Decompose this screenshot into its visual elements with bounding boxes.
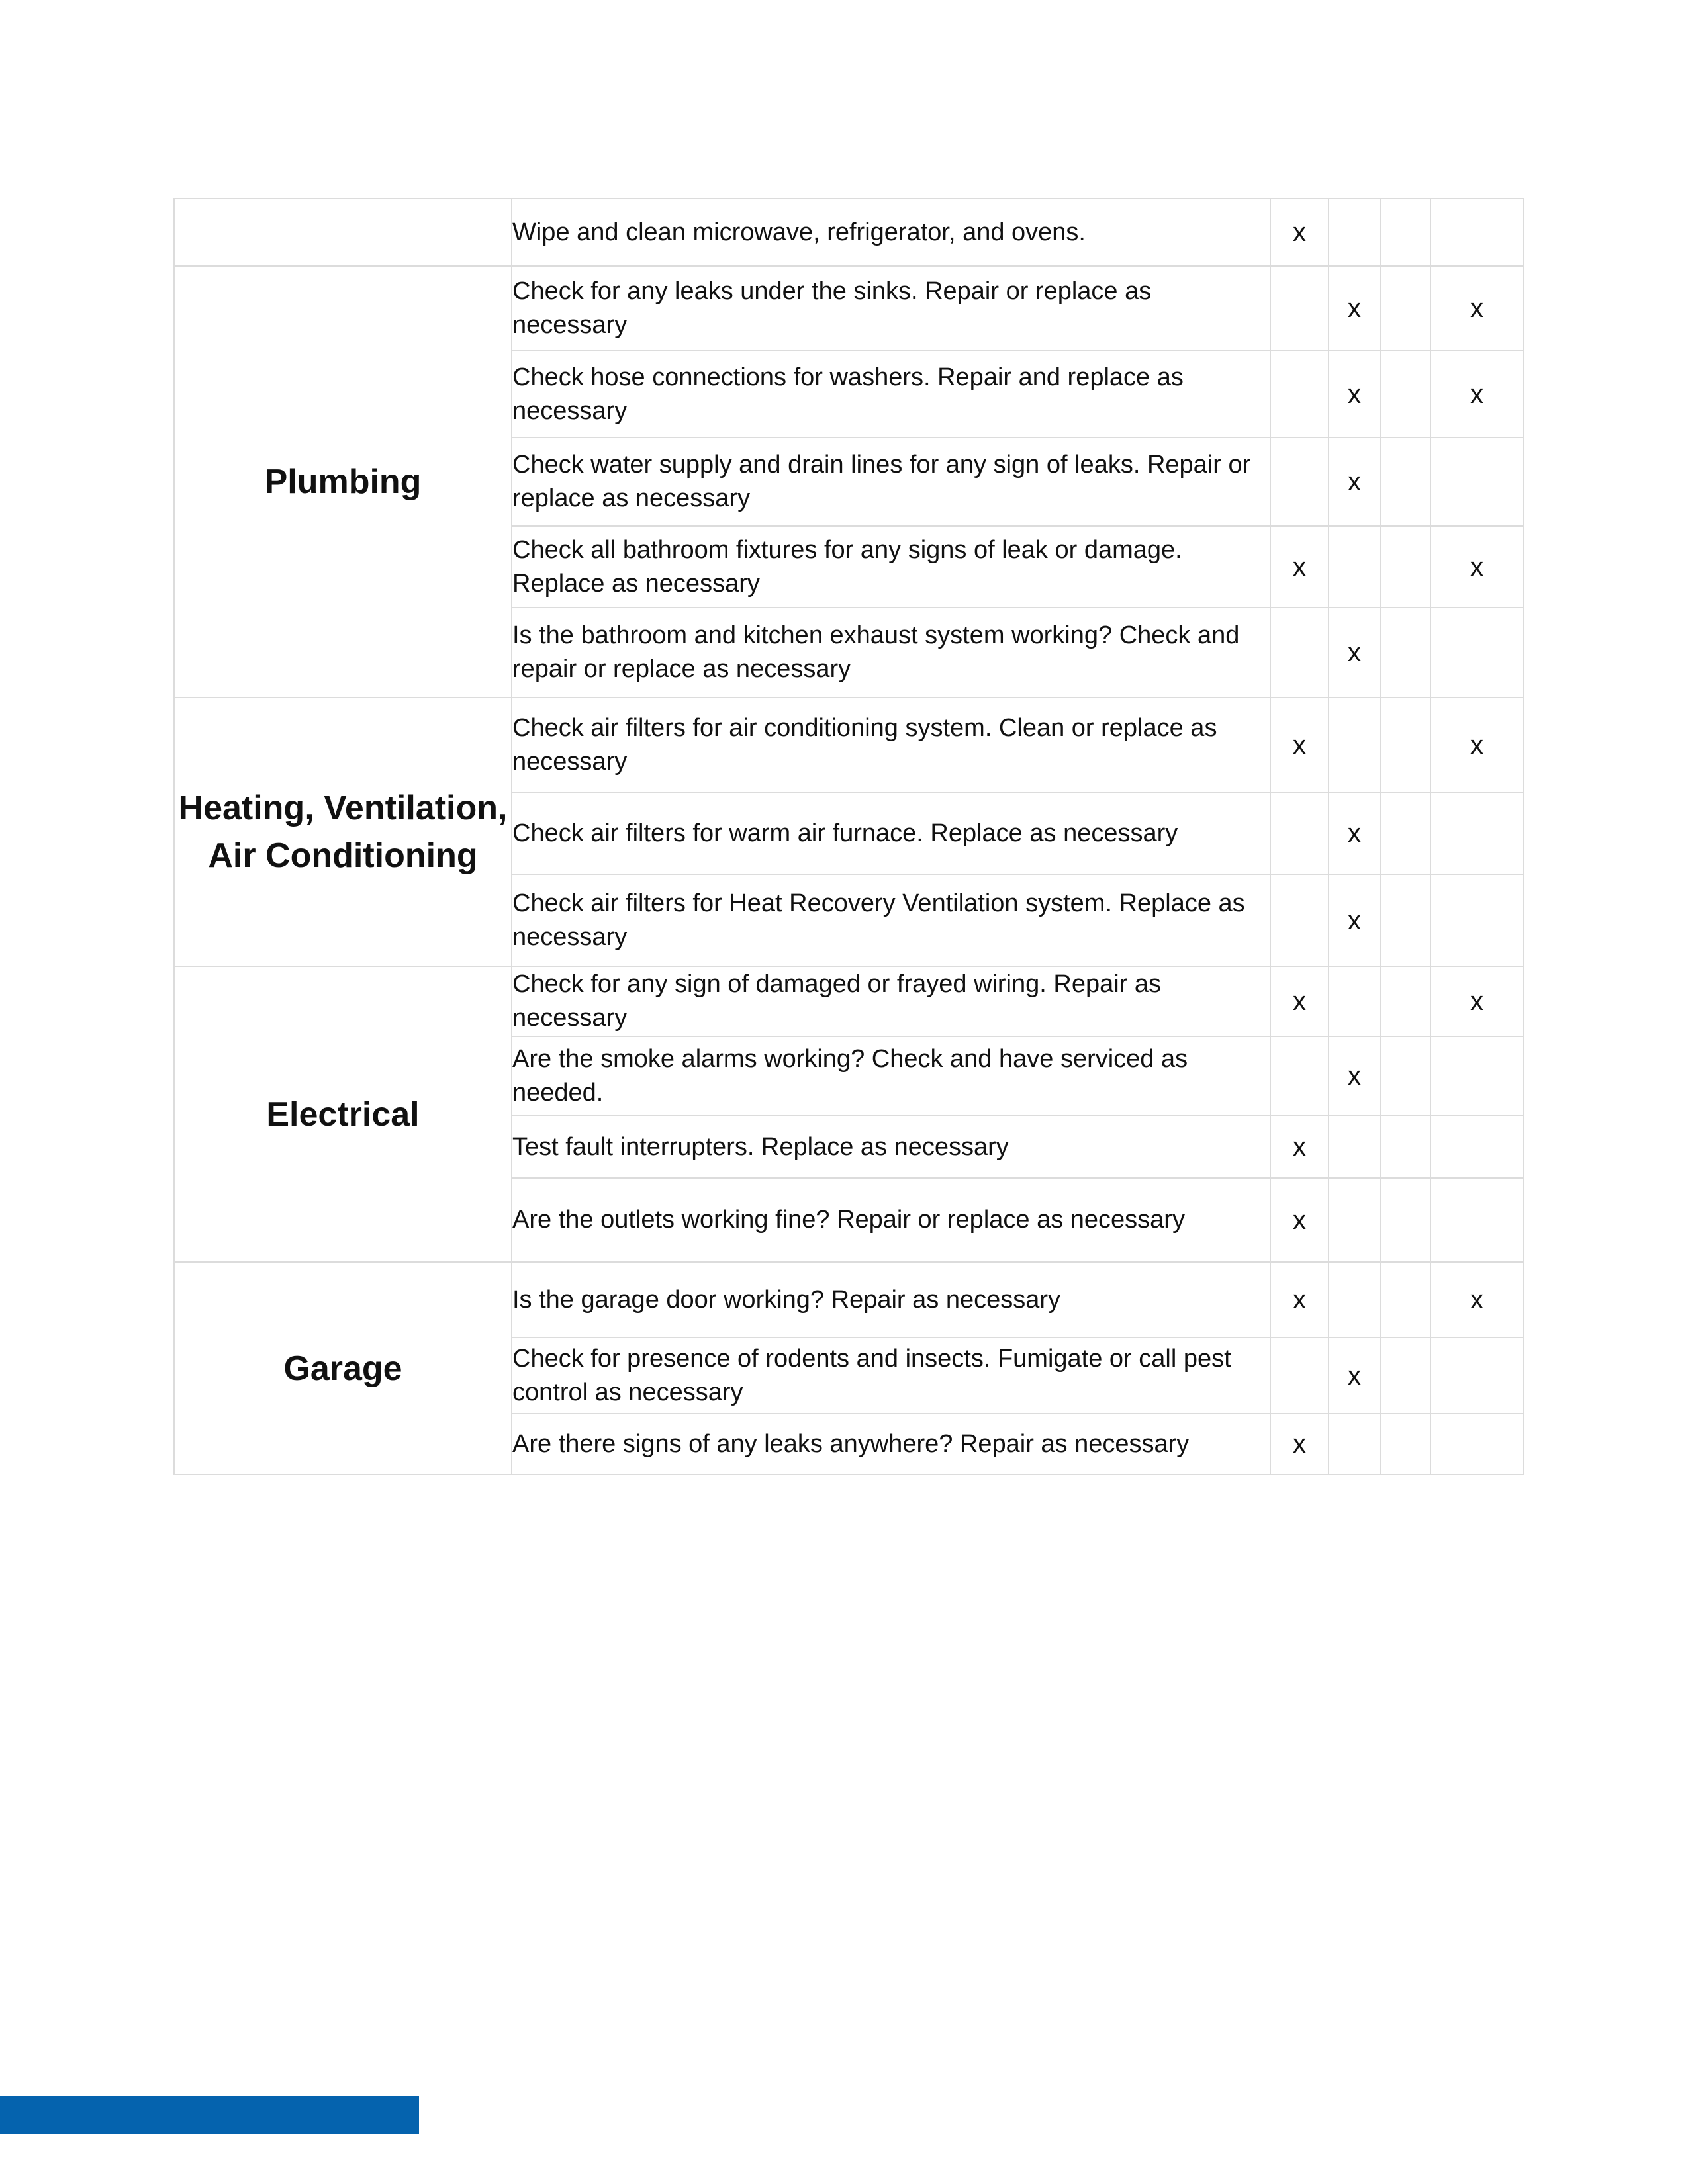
mark-cell <box>1270 1338 1329 1414</box>
mark-cell: x <box>1430 966 1523 1036</box>
mark-cell: x <box>1329 1338 1380 1414</box>
mark-cell: x <box>1329 874 1380 966</box>
mark-cell: x <box>1430 1262 1523 1338</box>
category-cell-electrical: Electrical <box>174 966 512 1262</box>
mark-cell <box>1380 351 1430 437</box>
mark-cell <box>1430 199 1523 266</box>
mark-cell: x <box>1270 1262 1329 1338</box>
mark-cell: x <box>1329 351 1380 437</box>
mark-cell: x <box>1270 1116 1329 1178</box>
mark-cell: x <box>1270 526 1329 608</box>
mark-cell <box>1380 1116 1430 1178</box>
mark-cell <box>1329 1414 1380 1475</box>
mark-cell <box>1329 966 1380 1036</box>
task-cell: Check air filters for Heat Recovery Ventilation system. Replace as necessary <box>512 874 1270 966</box>
mark-cell: x <box>1270 1178 1329 1262</box>
footer-accent-bar <box>0 2096 419 2134</box>
mark-cell: x <box>1329 792 1380 874</box>
task-cell: Check for any leaks under the sinks. Repair or replace as necessary <box>512 266 1270 351</box>
mark-cell <box>1329 526 1380 608</box>
mark-cell: x <box>1430 698 1523 792</box>
mark-cell <box>1380 1338 1430 1414</box>
mark-cell <box>1270 608 1329 698</box>
mark-cell <box>1380 608 1430 698</box>
task-cell: Wipe and clean microwave, refrigerator, and ovens. <box>512 199 1270 266</box>
task-cell: Check air filters for air conditioning system. Clean or replace as necessary <box>512 698 1270 792</box>
mark-cell <box>1329 1178 1380 1262</box>
mark-cell <box>1270 874 1329 966</box>
mark-cell <box>1430 1414 1523 1475</box>
mark-cell <box>1430 1338 1523 1414</box>
mark-cell <box>1430 1178 1523 1262</box>
mark-cell: x <box>1270 698 1329 792</box>
mark-cell <box>1329 1262 1380 1338</box>
table-row <box>174 266 1523 351</box>
mark-cell: x <box>1329 608 1380 698</box>
mark-cell <box>1270 266 1329 351</box>
mark-cell <box>1270 351 1329 437</box>
mark-cell <box>1380 1036 1430 1116</box>
mark-cell: x <box>1270 966 1329 1036</box>
mark-cell: x <box>1430 526 1523 608</box>
mark-cell: x <box>1270 199 1329 266</box>
category-cell-plumbing: Plumbing <box>174 266 512 698</box>
task-cell: Is the bathroom and kitchen exhaust system working? Check and repair or replace as necessary <box>512 608 1270 698</box>
mark-cell: x <box>1329 266 1380 351</box>
mark-cell: x <box>1270 1414 1329 1475</box>
table-row <box>174 1262 1523 1338</box>
mark-cell <box>1430 1116 1523 1178</box>
mark-cell <box>1380 966 1430 1036</box>
task-cell: Check hose connections for washers. Repair and replace as necessary <box>512 351 1270 437</box>
task-cell: Check all bathroom fixtures for any signs of leak or damage. Replace as necessary <box>512 526 1270 608</box>
task-cell: Are there signs of any leaks anywhere? Repair as necessary <box>512 1414 1270 1475</box>
category-cell-garage: Garage <box>174 1262 512 1475</box>
task-cell: Are the outlets working fine? Repair or replace as necessary <box>512 1178 1270 1262</box>
mark-cell <box>1380 266 1430 351</box>
category-cell-hvac: Heating, Ventilation, Air Conditioning <box>174 698 512 966</box>
mark-cell <box>1270 1036 1329 1116</box>
maintenance-checklist-table <box>173 198 1524 1475</box>
mark-cell <box>1270 437 1329 526</box>
table-row <box>174 966 1523 1036</box>
mark-cell <box>1329 698 1380 792</box>
mark-cell <box>1380 1178 1430 1262</box>
mark-cell: x <box>1329 437 1380 526</box>
mark-cell: x <box>1329 1036 1380 1116</box>
mark-cell <box>1430 437 1523 526</box>
category-cell-blank <box>174 199 512 266</box>
mark-cell <box>1380 199 1430 266</box>
mark-cell <box>1430 874 1523 966</box>
task-cell: Check water supply and drain lines for any sign of leaks. Repair or replace as necessary <box>512 437 1270 526</box>
mark-cell <box>1329 199 1380 266</box>
task-cell: Are the smoke alarms working? Check and have serviced as needed. <box>512 1036 1270 1116</box>
mark-cell <box>1380 874 1430 966</box>
task-cell: Check for any sign of damaged or frayed wiring. Repair as necessary <box>512 966 1270 1036</box>
table-row <box>174 698 1523 792</box>
task-cell: Is the garage door working? Repair as necessary <box>512 1262 1270 1338</box>
mark-cell: x <box>1430 351 1523 437</box>
mark-cell <box>1329 1116 1380 1178</box>
mark-cell <box>1430 792 1523 874</box>
mark-cell <box>1380 792 1430 874</box>
mark-cell <box>1270 792 1329 874</box>
mark-cell <box>1430 608 1523 698</box>
mark-cell <box>1430 1036 1523 1116</box>
mark-cell <box>1380 1414 1430 1475</box>
mark-cell: x <box>1430 266 1523 351</box>
mark-cell <box>1380 1262 1430 1338</box>
task-cell: Check for presence of rodents and insects. Fumigate or call pest control as necessary <box>512 1338 1270 1414</box>
task-cell: Test fault interrupters. Replace as necessary <box>512 1116 1270 1178</box>
mark-cell <box>1380 526 1430 608</box>
mark-cell <box>1380 698 1430 792</box>
table-row <box>174 199 1523 266</box>
task-cell: Check air filters for warm air furnace. Replace as necessary <box>512 792 1270 874</box>
mark-cell <box>1380 437 1430 526</box>
